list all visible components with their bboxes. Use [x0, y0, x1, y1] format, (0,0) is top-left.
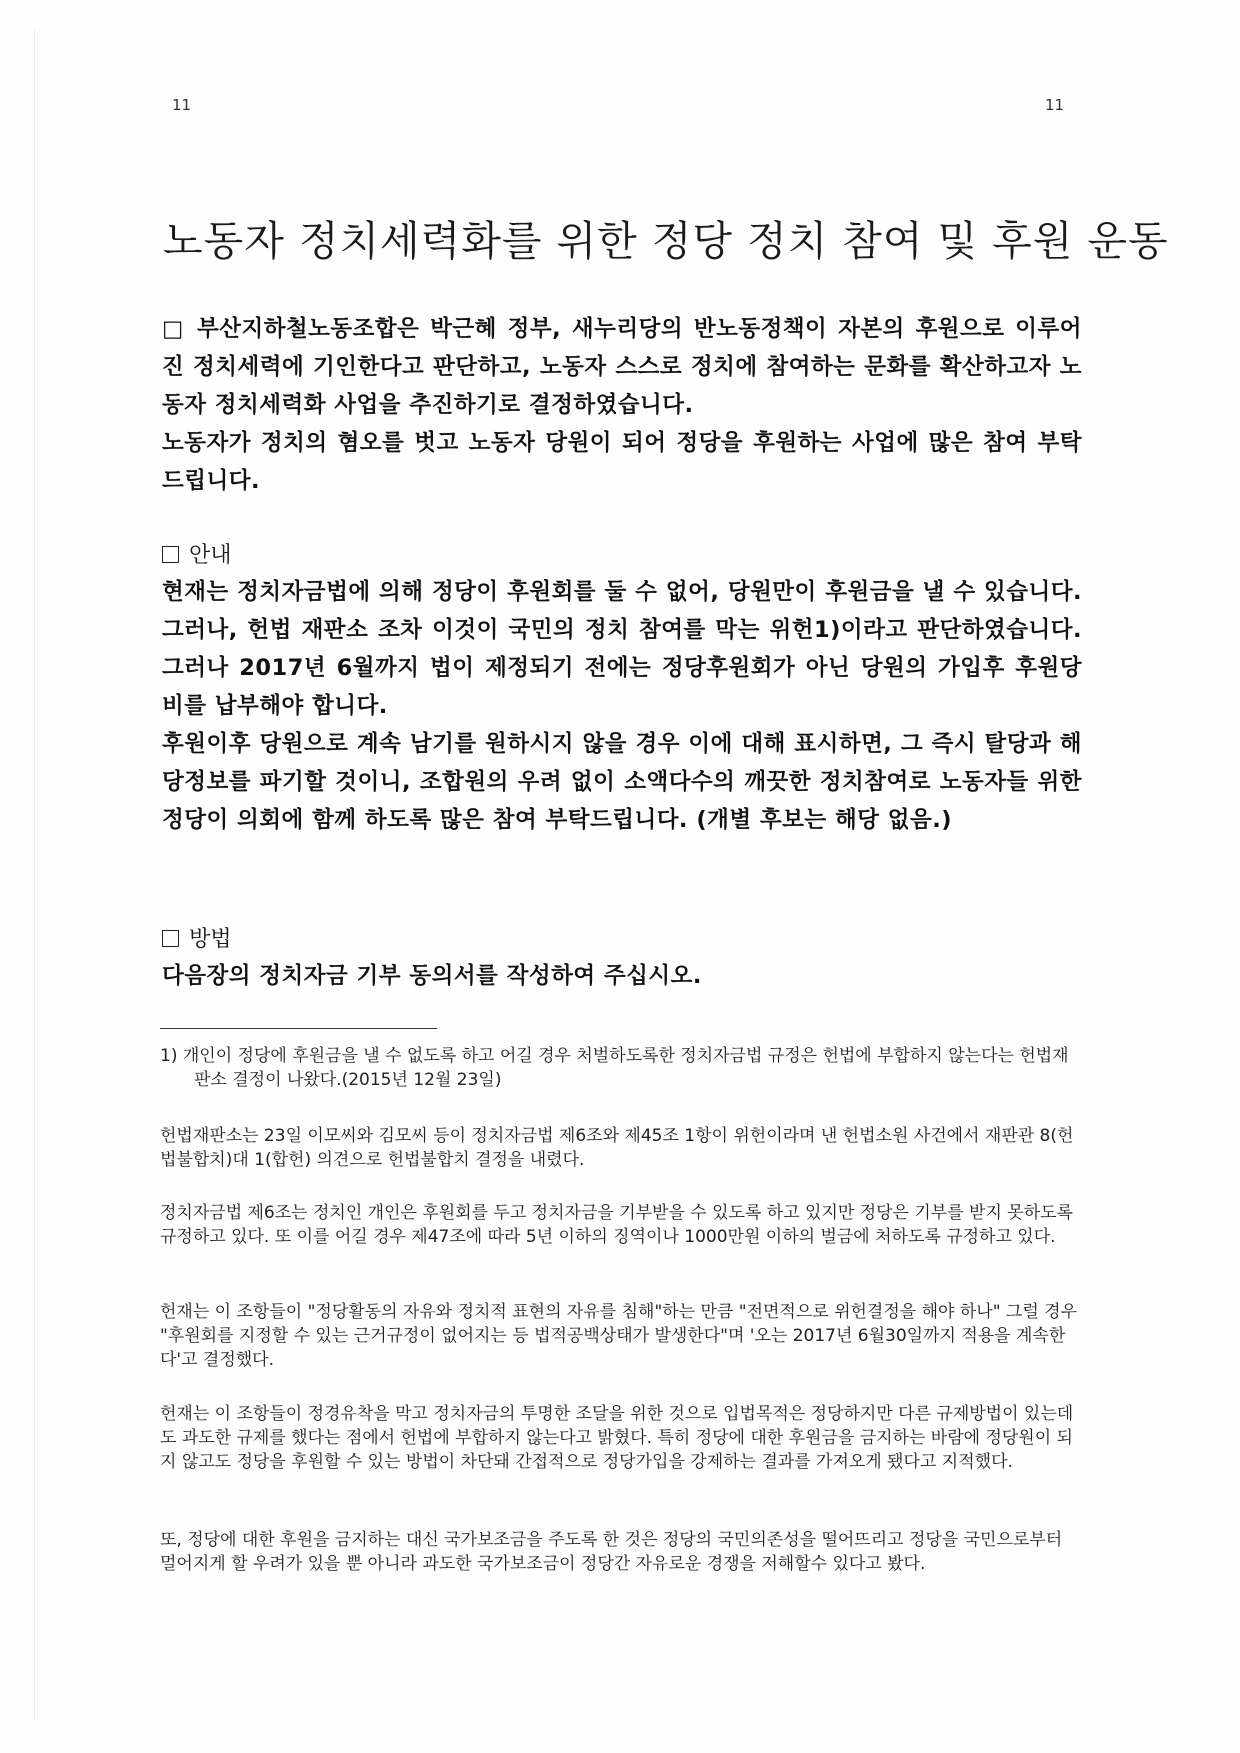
page-number-right: 11: [1045, 96, 1065, 114]
footnote-paragraph-3: 헌재는 이 조항들이 "정당활동의 자유와 정치적 표현의 자유를 침해"하는 만큼 "전면적으로 위헌결정을 해야 하나" 그럴 경우 "후원회를 지정할 수 있는 근거규정이 없어지는 등 법적공백상태가 발생한다"며 '오는 2017년 6월30일까지 적용을 계속한다'고 결정했다.: [160, 1302, 1078, 1370]
footnote-paragraph-4: 헌재는 이 조항들이 정경유착을 막고 정치자금의 투명한 조달을 위한 것으로 입법목적은 정당하지만 다른 규제방법이 있는데도 과도한 규제를 했다는 점에서 헌법에 부합하지 않는다고 밝혔다. 특히 정당에 대한 후원금을 금지하는 바람에 정당원이 되지 않고도 정당을 후원할 수 있는 방법이 차단돼 간접적으로 정당가입을 강제하는 결과를 가져오게 됐다고 지적했다.: [160, 1404, 1074, 1472]
intro-section: [162, 310, 1082, 500]
method-heading-label: 방법: [189, 927, 232, 952]
intro-paragraph-1: □ 부산지하철노동조합은 박근혜 정부, 새누리당의 반노동정책이 자본의 후원으로 이루어진 정치세력에 기인한다고 판단하고, 노동자 스스로 정치에 참여하는 문화를 확산하고자 노동자 정치세력화 사업을 추진하기로 결정하였습니다.: [162, 316, 1082, 418]
guide-paragraph-2: 후원이후 당원으로 계속 남기를 원하시지 않을 경우 이에 대해 표시하면, 그 즉시 탈당과 해당정보를 파기할 것이니, 조합원의 우려 없이 소액다수의 깨끗한 정치참여로 노동자들 위한 정당이 의회에 함께 하도록 많은 참여 부탁드립니다. (개별 후보는 해당 없음.): [162, 731, 1082, 833]
footnote-paragraph-2: 정치자금법 제6조는 정치인 개인은 후원회를 두고 정치자금을 기부받을 수 있도록 하고 있지만 정당은 기부를 받지 못하도록 규정하고 있다. 또 이를 어길 경우 제47조에 따라 5년 이하의 징역이나 1000만원 이하의 벌금에 처하도록 규정하고 있다.: [160, 1203, 1073, 1247]
method-heading: [162, 922, 1082, 953]
footnote-paragraph-1: 헌법재판소는 23일 이모씨와 김모씨 등이 정치자금법 제6조와 제45조 1항이 위헌이라며 낸 헌법소원 사건에서 재판관 8(헌법불합치)대 1(합헌) 의견으로 헌법불합치 결정을 내렸다.: [160, 1126, 1074, 1170]
page-number-left: 11: [172, 96, 192, 114]
guide-section: [162, 538, 1082, 839]
checkbox-square-icon: [162, 546, 179, 563]
footnote-paragraph-5: 또, 정당에 대한 후원을 금지하는 대신 국가보조금을 주도록 한 것은 정당의 국민의존성을 떨어뜨리고 정당을 국민으로부터 멀어지게 할 우려가 있을 뿐 아니라 과도한 국가보조금이 정당간 자유로운 경쟁을 저해할수 있다고 봤다.: [160, 1530, 1063, 1574]
guide-heading: [162, 538, 1082, 569]
method-paragraph: 다음장의 정치자금 기부 동의서를 작성하여 주십시오.: [162, 963, 702, 989]
checkbox-square-icon: [162, 930, 179, 947]
footnote-1: 1) 개인이 정당에 후원금을 낼 수 없도록 하고 어길 경우 처벌하도록한 정치자금법 규정은 헌법에 부합하지 않는다는 헌법재판소 결정이 나왔다.(2015년 12월 23일): [160, 1046, 1069, 1090]
intro-paragraph-2: 노동자가 정치의 혐오를 벗고 노동자 당원이 되어 정당을 후원하는 사업에 많은 참여 부탁드립니다.: [162, 430, 1082, 494]
guide-heading-label: 안내: [189, 543, 232, 568]
scan-edge-line: [34, 30, 35, 1720]
footnote-divider: [160, 1028, 437, 1029]
method-section: [162, 922, 1082, 995]
guide-paragraph-1: 현재는 정치자금법에 의해 정당이 후원회를 둘 수 없어, 당원만이 후원금을 낼 수 있습니다. 그러나, 헌법 재판소 조차 이것이 국민의 정치 참여를 막는 위헌1)이라고 판단하였습니다. 그러나 2017년 6월까지 법이 제정되기 전에는 정당후원회가 아닌 당원의 가입후 후원당비를 납부해야 합니다.: [162, 579, 1082, 719]
document-title: 노동자 정치세력화를 위한 정당 정치 참여 및 후원 운동: [163, 217, 1169, 265]
